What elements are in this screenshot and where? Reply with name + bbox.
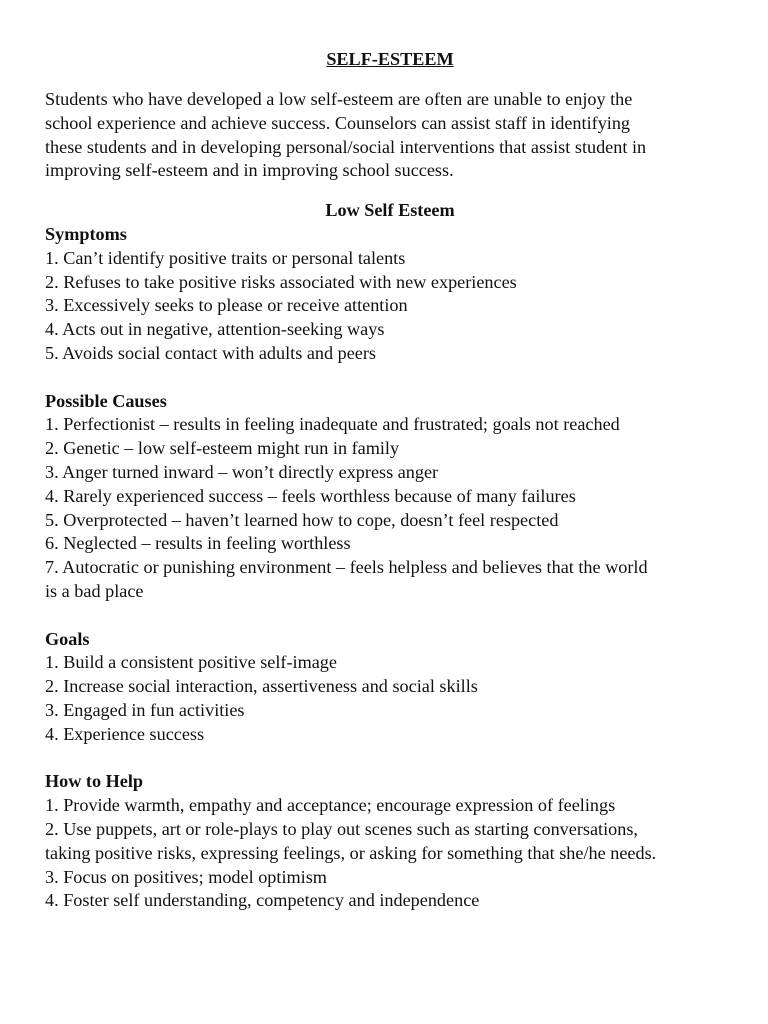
list-item: 1. Can’t identify positive traits or personal talents — [45, 247, 406, 268]
causes-list — [45, 413, 735, 603]
help-section — [45, 770, 735, 913]
list-item — [45, 818, 735, 866]
list-item-line: is a bad place — [45, 580, 144, 601]
intro-line: improving self-esteem and in improving school success. — [45, 160, 454, 181]
intro-paragraph — [45, 88, 735, 183]
list-item: 5. Overprotected – haven’t learned how to cope, doesn’t feel respected — [45, 509, 559, 530]
list-item-line: 2. Use puppets, art or role-plays to play out scenes such as starting conversations, — [45, 818, 638, 839]
document-page — [45, 46, 735, 913]
list-item: 2. Refuses to take positive risks associated with new experiences — [45, 271, 517, 292]
list-item-line: taking positive risks, expressing feelings, or asking for something that she/he needs. — [45, 842, 657, 863]
list-item: 5. Avoids social contact with adults and peers — [45, 342, 377, 363]
list-item: 2. Increase social interaction, assertiveness and social skills — [45, 676, 478, 697]
intro-line: Students who have developed a low self-esteem are often are unable to enjoy the — [45, 89, 633, 109]
symptoms-section — [45, 223, 735, 366]
goals-list — [45, 651, 735, 746]
help-heading: How to Help — [45, 771, 144, 792]
intro-line: these students and in developing personal/social interventions that assist student in — [45, 136, 647, 157]
symptoms-list — [45, 247, 735, 366]
causes-section — [45, 390, 735, 604]
list-item: 1. Build a consistent positive self-image — [45, 652, 337, 673]
list-item: 4. Experience success — [45, 723, 205, 744]
list-item: 4. Rarely experienced success – feels worthless because of many failures — [45, 485, 576, 506]
list-item: 3. Anger turned inward – won’t directly express anger — [45, 461, 439, 482]
symptoms-heading: Symptoms — [45, 223, 127, 244]
list-item: 1. Perfectionist – results in feeling inadequate and frustrated; goals not reached — [45, 414, 620, 435]
goals-section — [45, 628, 735, 747]
document-title: SELF-ESTEEM — [326, 49, 454, 69]
list-item: 1. Provide warmth, empathy and acceptance; encourage expression of feelings — [45, 795, 616, 816]
list-item: 3. Focus on positives; model optimism — [45, 866, 327, 887]
causes-heading: Possible Causes — [45, 390, 167, 411]
list-item: 4. Acts out in negative, attention-seeking ways — [45, 319, 385, 340]
goals-heading: Goals — [45, 628, 90, 649]
intro-line: school experience and achieve success. Counselors can assist staff in identifying — [45, 112, 631, 133]
list-item: 6. Neglected – results in feeling worthless — [45, 533, 351, 554]
list-item: 3. Excessively seeks to please or receive attention — [45, 295, 408, 316]
section-subtitle: Low Self Esteem — [325, 200, 455, 221]
list-item: 3. Engaged in fun activities — [45, 699, 245, 720]
list-item-line: 7. Autocratic or punishing environment – feels helpless and believes that the world — [45, 557, 648, 578]
list-item: 2. Genetic – low self-esteem might run in family — [45, 438, 400, 459]
list-item: 4. Foster self understanding, competency and independence — [45, 890, 480, 911]
list-item — [45, 556, 735, 604]
help-list — [45, 794, 735, 913]
